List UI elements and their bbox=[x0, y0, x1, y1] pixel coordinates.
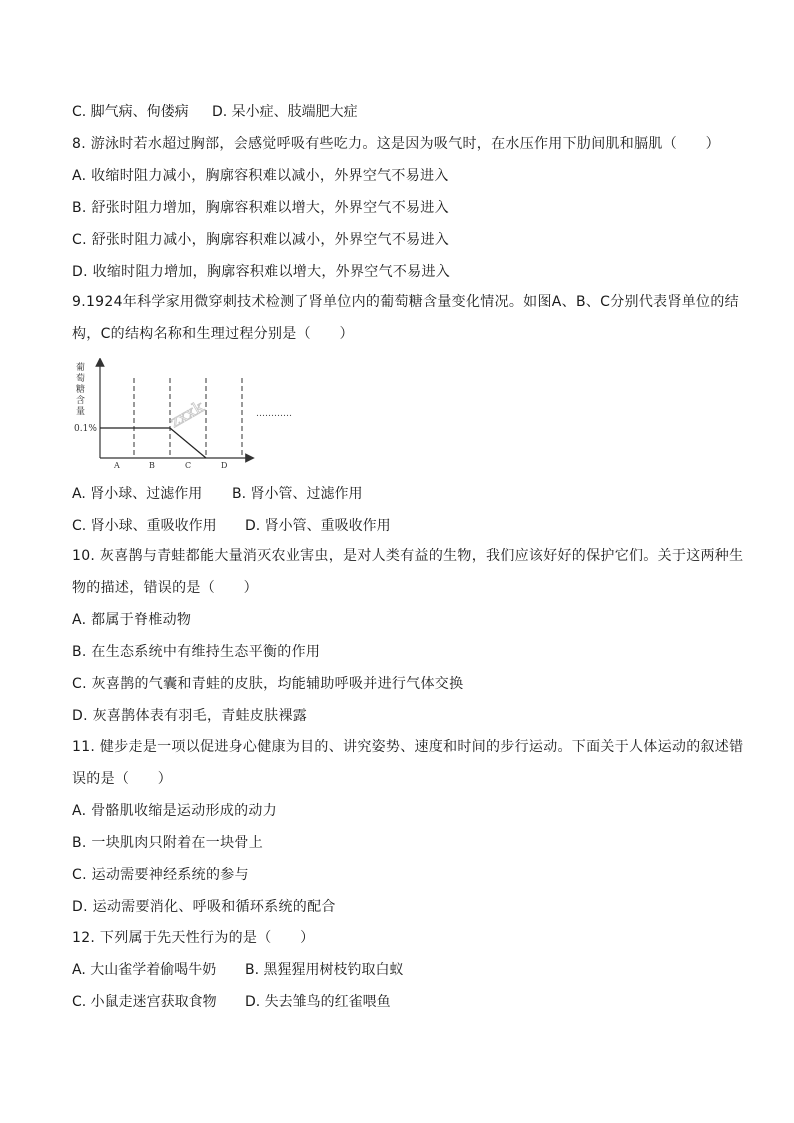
q11-stem-line2: 误的是（ ） bbox=[72, 771, 173, 787]
q9-option-b: B. 肾小管、过滤作用 bbox=[232, 486, 363, 502]
dotted-text: ………… bbox=[256, 409, 292, 419]
glucose-chart bbox=[72, 358, 322, 470]
x-category-label: A bbox=[114, 461, 120, 470]
q11-stem-line1: 11. 健步走是一项以促进身心健康为目的、讲究姿势、速度和时间的步行运动。下面关于人体运动的叙述错 bbox=[72, 739, 744, 755]
q8-option-d: D. 收缩时阻力增加，胸廓容积难以增大，外界空气不易进入 bbox=[72, 264, 451, 280]
q7-option-c: C. 脚气病、佝偻病 bbox=[72, 104, 189, 120]
glucose-series bbox=[100, 428, 206, 458]
q9-option-a: A. 肾小球、过滤作用 bbox=[72, 486, 203, 502]
x-category-labels bbox=[113, 461, 227, 470]
q11-option-d: D. 运动需要消化、呼吸和循环系统的配合 bbox=[72, 899, 336, 915]
series-segment bbox=[170, 428, 206, 458]
y-axis-label-char: 萄 bbox=[76, 374, 86, 384]
q11-option-c: C. 运动需要神经系统的参与 bbox=[72, 867, 249, 883]
q7-option-d: D. 呆小症、肢端肥大症 bbox=[212, 104, 358, 120]
q12-option-b: B. 黑猩猩用树枝钓取白蚁 bbox=[245, 962, 404, 978]
q10-option-c: C. 灰喜鹊的气囊和青蛙的皮肤，均能辅助呼吸并进行气体交换 bbox=[72, 676, 464, 692]
q12-option-d: D. 失去雏鸟的红雀喂鱼 bbox=[245, 994, 391, 1010]
y-axis-label-char: 糖 bbox=[76, 385, 86, 395]
q9-option-c: C. 肾小球、重吸收作用 bbox=[72, 518, 217, 534]
q10-stem-line2: 物的描述，错误的是（ ） bbox=[72, 580, 258, 596]
q12-option-c: C. 小鼠走迷宫获取食物 bbox=[72, 994, 217, 1010]
q11-option-a: A. 骨骼肌收缩是运动形成的动力 bbox=[72, 803, 278, 819]
q10-option-b: B. 在生态系统中有维持生态平衡的作用 bbox=[72, 644, 321, 660]
q9-stem-line1: 9.1924年科学家用微穿刺技术检测了肾单位内的葡萄糖含量变化情况。如图A、B、C分别代表肾单位的结 bbox=[72, 294, 739, 310]
y-axis-label bbox=[76, 361, 85, 417]
q11-option-b: B. 一块肌肉只附着在一块骨上 bbox=[72, 835, 264, 851]
q10-option-a: A. 都属于脊椎动物 bbox=[72, 612, 192, 628]
q12-stem: 12. 下列属于先天性行为的是（ ） bbox=[72, 930, 315, 946]
q10-option-d: D. 灰喜鹊体表有羽毛，青蛙皮肤裸露 bbox=[72, 708, 308, 724]
x-category-label: D bbox=[221, 461, 228, 470]
q9-stem-line2: 构，C的结构名称和生理过程分别是（ ） bbox=[72, 326, 354, 342]
q8-option-c: C. 舒张时阻力减小，胸廓容积难以减小，外界空气不易进入 bbox=[72, 232, 450, 248]
y-axis-label-char: 葡 bbox=[76, 363, 86, 373]
q8-option-b: B. 舒张时阻力增加，胸廓容积难以增大，外界空气不易进入 bbox=[72, 200, 449, 216]
y-axis-label-char: 量 bbox=[76, 407, 86, 417]
q8-stem: 8. 游泳时若水超过胸部，会感觉呼吸有些吃力。这是因为吸气时，在水压作用下肋间肌和膈肌（ ） bbox=[72, 136, 720, 152]
watermark: zxxk bbox=[166, 396, 208, 432]
q10-stem-line1: 10. 灰喜鹊与青蛙都能大量消灭农业害虫，是对人类有益的生物，我们应该好好的保护它们。关于这两种生 bbox=[72, 548, 744, 564]
q8-option-a: A. 收缩时阻力减小，胸廓容积难以减小，外界空气不易进入 bbox=[72, 168, 449, 184]
y-tick-label: 0.1% bbox=[74, 424, 97, 434]
x-category-label: C bbox=[185, 461, 192, 470]
q12-option-a: A. 大山雀学着偷喝牛奶 bbox=[72, 962, 217, 978]
y-axis-label-char: 含 bbox=[76, 396, 86, 406]
q9-option-d: D. 肾小管、重吸收作用 bbox=[245, 518, 391, 534]
x-category-label: B bbox=[149, 461, 155, 470]
